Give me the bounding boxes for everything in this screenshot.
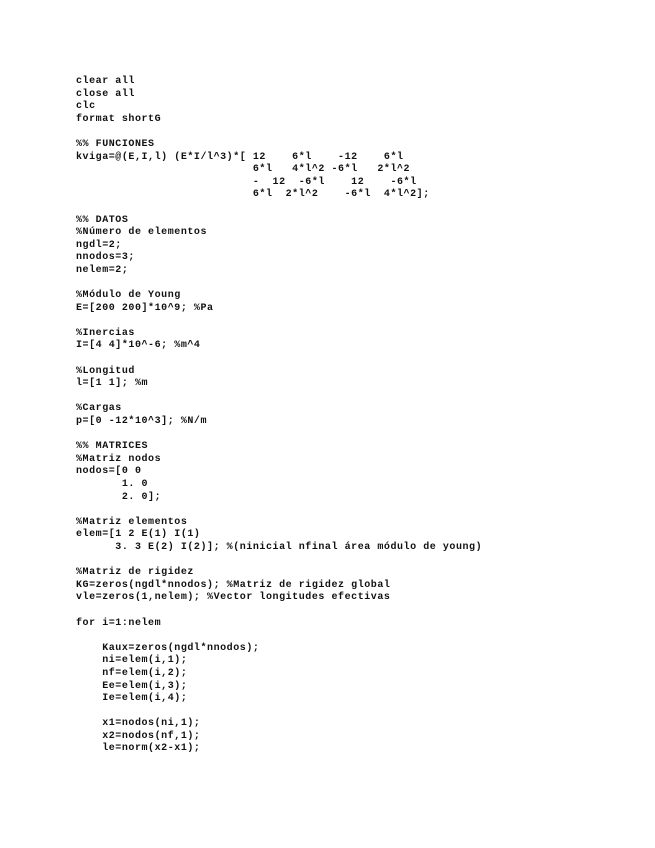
code-line: 6*l 4*l^2 -6*l 2*l^2 <box>76 164 411 176</box>
code-line: vle=zeros(1,nelem); %Vector longitudes efectivas <box>76 592 391 604</box>
code-line: 1. 0 <box>76 479 149 490</box>
code-line: p=[0 -12*10^3]; %N/m <box>76 416 208 428</box>
code-line: x1=nodos(ni,1); <box>76 718 201 730</box>
code-line: - 12 -6*l 12 -6*l <box>76 176 417 188</box>
code-line: l=[1 1]; %m <box>76 378 149 390</box>
code-line: nelem=2; <box>76 264 129 276</box>
code-line: 2. 0]; <box>76 491 162 503</box>
code-line: ngdl=2; <box>76 239 122 251</box>
code-line: %Módulo de Young <box>76 290 181 302</box>
code-line: %% FUNCIONES <box>76 138 155 150</box>
code-line: %Cargas <box>76 403 122 415</box>
code-line: kviga=@(E,I,l) (E*I/l^3)*[ 12 6*l -12 6*l <box>76 151 404 163</box>
code-line: %Inercias <box>76 327 135 339</box>
code-line: for i=1:nelem <box>76 617 162 629</box>
code-line: ni=elem(i,1); <box>76 655 188 667</box>
blank-line <box>76 555 636 568</box>
code-line: elem=[1 2 E(1) I(1) <box>76 529 201 541</box>
blank-line <box>76 353 636 366</box>
code-line: nodos=[0 0 <box>76 466 142 478</box>
code-line: nnodos=3; <box>76 252 135 264</box>
code-line: %Número de elementos <box>76 227 208 239</box>
code-line: close all <box>76 88 135 100</box>
code-listing <box>76 76 636 756</box>
code-line: clear all <box>76 76 135 87</box>
code-line: %Matriz nodos <box>76 453 162 465</box>
code-line: Ee=elem(i,3); <box>76 680 188 692</box>
code-line: I=[4 4]*10^-6; %m^4 <box>76 340 201 352</box>
blank-line <box>76 706 636 719</box>
code-line: le=norm(x2-x1); <box>76 743 201 755</box>
code-line: Ie=elem(i,4); <box>76 693 188 705</box>
code-line: 6*l 2*l^2 -6*l 4*l^2]; <box>76 189 430 201</box>
blank-line <box>76 126 636 139</box>
code-line: %% DATOS <box>76 214 129 226</box>
blank-line <box>76 429 636 442</box>
code-line: Kaux=zeros(ngdl*nnodos); <box>76 642 260 654</box>
code-line: clc <box>76 101 96 113</box>
code-line: %Longitud <box>76 365 135 377</box>
code-line: nf=elem(i,2); <box>76 667 188 679</box>
code-line: E=[200 200]*10^9; %Pa <box>76 302 214 314</box>
code-line: %% MATRICES <box>76 441 149 453</box>
code-line: 3. 3 E(2) I(2)]; %(ninicial nfinal área módulo de young) <box>76 541 483 553</box>
code-line: x2=nodos(nf,1); <box>76 730 201 742</box>
code-line: %Matriz de rigidez <box>76 567 194 579</box>
code-line: KG=zeros(ngdl*nnodos); %Matriz de rigidez global <box>76 579 391 591</box>
blank-line <box>76 504 636 517</box>
code-line: %Matriz elementos <box>76 516 188 528</box>
blank-line <box>76 391 636 404</box>
blank-line <box>76 630 636 643</box>
blank-line <box>76 315 636 328</box>
blank-line <box>76 202 636 215</box>
blank-line <box>76 278 636 291</box>
code-line: format shortG <box>76 113 162 125</box>
blank-line <box>76 605 636 618</box>
